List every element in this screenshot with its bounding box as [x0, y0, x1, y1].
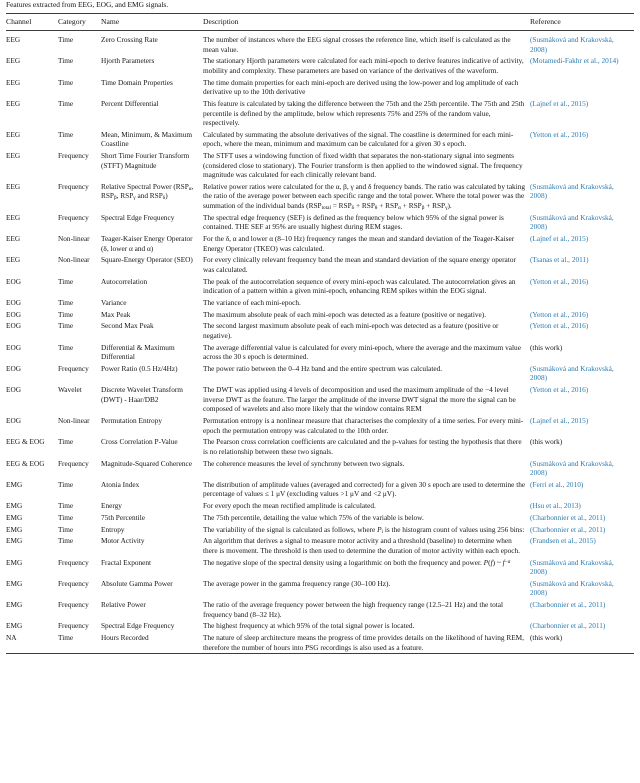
cell-category: Frequency	[58, 621, 89, 631]
cell-name: Hjorth Parameters	[101, 56, 155, 66]
cell-reference[interactable]	[530, 384, 634, 415]
cell-category: Time	[58, 501, 74, 511]
table-row	[6, 129, 634, 150]
reference-link[interactable]: (Charbonnier et al., 2011)	[530, 524, 606, 534]
table-row	[6, 233, 634, 254]
reference-link[interactable]: (Susmáková and Krakovská, 2008)	[530, 181, 614, 201]
reference-link[interactable]: (Charbonnier et al., 2011)	[530, 512, 606, 522]
cell-channel: EMG	[6, 557, 23, 567]
cell-name: Autocorrelation	[101, 276, 148, 286]
cell-channel: EEG	[6, 255, 21, 265]
table-row	[6, 436, 634, 457]
cell-category: Non-linear	[58, 415, 90, 425]
cell-description: The Pearson cross correlation coefficients are calculated and the p-values for testing the hypothesis that there is no relationship between these two signals.	[203, 437, 522, 456]
cell-name: Permutation Entropy	[101, 415, 163, 425]
table-row	[6, 320, 634, 341]
table-row	[6, 523, 634, 535]
cell-reference	[530, 342, 634, 363]
footer-rule-row	[6, 654, 634, 655]
cell-category: Time	[58, 77, 74, 87]
cell-name: Absolute Gamma Power	[101, 578, 173, 588]
cell-name: Relative Power	[101, 600, 146, 610]
table-row	[6, 55, 634, 76]
cell-reference	[530, 632, 634, 654]
table-row	[6, 342, 634, 363]
cell-reference[interactable]	[530, 55, 634, 76]
cell-description: Calculated by summating the absolute derivatives of the signal. The coastline is determined for each mini-epoch, where the mean, minimum and maximum can be calculated for a given 30 s epoch.	[203, 129, 514, 149]
cell-category: Frequency	[58, 212, 89, 222]
cell-category: Time	[58, 35, 74, 45]
cell-channel: EEG	[6, 212, 21, 222]
cell-channel: EMG	[6, 479, 23, 489]
cell-channel: EOG	[6, 363, 21, 373]
cell-reference[interactable]	[530, 233, 634, 254]
reference-link[interactable]: (Motamedi-Fakhr et al., 2014)	[530, 56, 619, 66]
cell-category: Time	[58, 321, 74, 331]
table-row	[6, 632, 634, 654]
cell-name: Second Max Peak	[101, 321, 154, 331]
cell-reference[interactable]	[530, 578, 634, 599]
cell-name: Mean, Minimum, & Maximum Coastline	[101, 129, 193, 149]
reference-link[interactable]: (Yetton et al., 2016)	[530, 321, 589, 331]
cell-category: Time	[58, 297, 74, 307]
table-row	[6, 457, 634, 478]
cell-description: The highest frequency at which 95% of the total signal power is located.	[203, 621, 415, 631]
cell-reference[interactable]	[530, 254, 634, 275]
reference-link[interactable]: (Susmáková and Krakovská, 2008)	[530, 578, 614, 598]
cell-reference[interactable]	[530, 599, 634, 620]
cell-reference	[530, 150, 634, 181]
reference-text: (this work)	[530, 437, 563, 447]
cell-channel: EMG	[6, 512, 23, 522]
cell-reference[interactable]	[530, 30, 634, 55]
cell-reference[interactable]	[530, 320, 634, 341]
cell-description: The maximum absolute peak of each mini-epoch was detected as a feature (positive or negative).	[203, 309, 487, 319]
cell-description: Relative power ratios were calculated for the α, β, γ and δ frequency bands. The ratio was calculated by taking the ratio of the average power between each specific range and the total power. Where the total power was the summation of the individual bands $(RSP_{total} = RSP_\delta + RSP_\theta + RSP_\alpha + RSP_\beta + RSP_\gamma)$.	[203, 181, 526, 212]
cell-description: The nature of sleep architecture means the progress of time provides details on the likelihood of having REM, therefore the number of hours into PSG recordings is also used as a feature.	[203, 633, 524, 652]
table-row	[6, 150, 634, 181]
table-row	[6, 557, 634, 578]
reference-link[interactable]: (Yetton et al., 2016)	[530, 309, 589, 319]
cell-channel: EEG	[6, 98, 21, 108]
cell-description: For every epoch the mean rectified amplitude is calculated.	[203, 501, 376, 511]
cell-channel: EEG	[6, 181, 21, 191]
cell-description: The ratio of the average frequency power between the high frequency range (12.5–21 Hz) and the total frequency band (8–32 Hz).	[203, 600, 504, 619]
cell-name: Max Peak	[101, 309, 131, 319]
cell-description: The coherence measures the level of synchrony between two signals.	[203, 458, 405, 468]
table-header	[6, 14, 634, 31]
table-row	[6, 363, 634, 384]
cell-channel: EEG & EOG	[6, 437, 45, 447]
cell-description: For every clinically relevant frequency band the mean and standard deviation of the square energy operator was calculated.	[203, 255, 516, 274]
reference-text: (this work)	[530, 633, 563, 643]
cell-category: Frequency	[58, 363, 89, 373]
reference-link[interactable]: (Susmáková and Krakovská, 2008)	[530, 458, 614, 478]
cell-name: Atonia Index	[101, 479, 140, 489]
cell-channel: EOG	[6, 385, 21, 395]
cell-name: Short Time Fourier Transform (STFT) Magnitude	[101, 151, 190, 170]
cell-reference[interactable]	[530, 512, 634, 524]
cell-description: The number of instances where the EEG signal crosses the reference line, which itself is calculated as the mean value.	[203, 35, 511, 54]
table-row	[6, 415, 634, 436]
cell-reference[interactable]	[530, 557, 634, 578]
cell-category: Time	[58, 276, 74, 286]
cell-description: The negative slope of the spectral density using a logarithmic on both the frequency and power. P(f) ~ $f^{-\alpha}$	[203, 557, 511, 567]
cell-category: Time	[58, 129, 74, 139]
reference-link[interactable]: (Susmáková and Krakovská, 2008)	[530, 212, 614, 232]
cell-channel: EEG	[6, 56, 21, 66]
cell-name: Energy	[101, 501, 122, 511]
cell-name: Hours Recorded	[101, 633, 149, 643]
cell-channel: NA	[6, 633, 17, 643]
cell-name: Entropy	[101, 524, 125, 534]
reference-link[interactable]: (Yetton et al., 2016)	[530, 129, 589, 139]
cell-channel: EEG & EOG	[6, 458, 45, 468]
column-header-category: Category	[58, 14, 101, 31]
header-row	[6, 14, 634, 31]
cell-category: Non-linear	[58, 234, 90, 243]
cell-description: The average differential value is calculated for every mini-epoch, where the average and the maximum value across the 30 s epoch is determined.	[203, 342, 521, 362]
cell-channel: EEG	[6, 234, 21, 243]
cell-name: Zero Crossing Rate	[101, 35, 158, 45]
cell-description: For the δ, α and lower α (8–10 Hz) frequency ranges the mean and standard deviation of the Teager-Kaiser Energy Operator (TKEO) was calculated.	[203, 234, 515, 253]
reference-link[interactable]: (Lajnef et al., 2015)	[530, 98, 589, 108]
cell-reference[interactable]	[530, 181, 634, 212]
reference-link[interactable]: (Frandsen et al., 2015)	[530, 536, 596, 546]
cell-channel: EEG	[6, 35, 21, 45]
table-row	[6, 384, 634, 415]
table-row	[6, 512, 634, 524]
reference-link[interactable]: (Tsanas et al., 2011)	[530, 255, 589, 265]
cell-category: Frequency	[58, 181, 89, 191]
cell-channel: EOG	[6, 309, 21, 319]
table-row	[6, 98, 634, 129]
cell-category: Frequency	[58, 151, 89, 161]
cell-description: The peak of the autocorrelation sequence of every mini-epoch was calculated. The autocorrelation gives an indication of a pattern within a given mini-epoch, enhancing REM spikes within the EOG signal.	[203, 276, 516, 296]
column-header-reference: Reference	[530, 14, 634, 31]
column-header-name: Name	[101, 14, 203, 31]
column-header-description: Description	[203, 14, 530, 31]
cell-name: Variance	[101, 297, 127, 307]
cell-description: The stationary Hjorth parameters were calculated for each mini-epoch to derive features indicative of activity, mobility and complexity. These parameters are based on variance of the derivatives of the waveform.	[203, 56, 524, 75]
table-row	[6, 181, 634, 212]
table-body	[6, 30, 634, 653]
cell-reference[interactable]	[530, 308, 634, 320]
reference-link[interactable]: (Susmáková and Krakovská, 2008)	[530, 363, 614, 383]
cell-reference[interactable]	[530, 457, 634, 478]
table-row	[6, 297, 634, 309]
cell-channel: EEG	[6, 129, 21, 139]
cell-reference[interactable]	[530, 129, 634, 150]
cell-category: Time	[58, 342, 74, 352]
cell-description: Permutation entropy is a nonlinear measure that characterises the complexity of a time series. For every mini-epoch the permutation entropy was calculated to the 10th order.	[203, 415, 524, 435]
reference-link[interactable]: (Lajnef et al., 2015)	[530, 415, 589, 425]
cell-name: Discrete Wavelet Transform (DWT) - Haar/DB2	[101, 385, 183, 404]
cell-channel: EOG	[6, 415, 21, 425]
cell-reference[interactable]	[530, 415, 634, 436]
cell-channel: EMG	[6, 578, 23, 588]
cell-description: The variance of each mini-epoch.	[203, 297, 301, 307]
cell-name: Fractal Exponent	[101, 557, 152, 567]
cell-description: The DWT was applied using 4 levels of decomposition and used the maximum amplitude of the −4 level inverse DWT as the feature. The larger the amplitude of the inverse DWT signal the more the signal can be composed of wavelets and also more likely that the window contains REM	[203, 385, 516, 414]
column-header-channel: Channel	[6, 14, 58, 31]
cell-category: Frequency	[58, 578, 89, 588]
cell-channel: EMG	[6, 536, 23, 546]
cell-name: Square-Energy Operator (SEO)	[101, 255, 193, 265]
cell-name: Magnitude-Squared Coherence	[101, 458, 192, 468]
bottom-rule	[6, 654, 634, 655]
features-table	[6, 13, 634, 654]
cell-channel: EMG	[6, 524, 23, 534]
cell-reference[interactable]	[530, 523, 634, 535]
cell-channel: EMG	[6, 600, 23, 610]
cell-reference[interactable]	[530, 535, 634, 556]
cell-name: Spectral Edge Frequency	[101, 621, 175, 631]
table-row	[6, 620, 634, 632]
cell-channel: EOG	[6, 276, 21, 286]
cell-category: Time	[58, 479, 74, 489]
cell-name: Spectral Edge Frequency	[101, 212, 175, 222]
cell-name: Time Domain Properties	[101, 77, 173, 87]
cell-category: Non-linear	[58, 255, 90, 265]
cell-reference[interactable]	[530, 620, 634, 632]
cell-category: Time	[58, 633, 74, 643]
table-row	[6, 212, 634, 233]
cell-category: Time	[58, 524, 74, 534]
reference-text: (this work)	[530, 342, 563, 352]
cell-description: The spectral edge frequency (SEF) is defined as the frequency below which 95% of the signal power is contained. THE SEF at 95% are usually highest during REM stages.	[203, 212, 504, 232]
cell-channel: EOG	[6, 342, 21, 352]
cell-reference[interactable]	[530, 98, 634, 129]
cell-category: Frequency	[58, 600, 89, 610]
cell-description: The 75th percentile, detailing the value which 75% of the variable is below.	[203, 512, 424, 522]
cell-channel: EOG	[6, 297, 21, 307]
table-row	[6, 535, 634, 556]
cell-description: The second largest maximum absolute peak of each mini-epoch was detected as a feature (positive or negative).	[203, 321, 499, 340]
cell-category: Time	[58, 309, 74, 319]
cell-name: Percent Differential	[101, 98, 159, 108]
cell-reference[interactable]	[530, 212, 634, 233]
cell-category: Wavelet	[58, 385, 82, 395]
table-row	[6, 30, 634, 55]
reference-link[interactable]: (Charbonnier et al., 2011)	[530, 600, 606, 610]
cell-category: Time	[58, 98, 74, 108]
table-caption: Features extracted from EEG, EOG, and EMG signals.	[6, 0, 169, 9]
cell-category: Time	[58, 512, 74, 522]
cell-description: This feature is calculated by taking the difference between the 75th and the 25th percentile. The 75th and 25th percentile is defined by the amplitude, below which represents 75% and 25% of the random value, respectively.	[203, 98, 525, 128]
cell-category: Time	[58, 536, 74, 546]
cell-name: Differential & Maximum Differential	[101, 342, 175, 362]
reference-link[interactable]: (Ferri et al., 2010)	[530, 479, 584, 489]
reference-link[interactable]: (Charbonnier et al., 2011)	[530, 621, 606, 631]
table-row	[6, 500, 634, 512]
cell-category: Frequency	[58, 557, 89, 567]
reference-link[interactable]: (Susmáková and Krakovská, 2008)	[530, 557, 614, 577]
cell-channel: EMG	[6, 621, 23, 631]
cell-category: Time	[58, 56, 74, 66]
cell-reference[interactable]	[530, 363, 634, 384]
cell-description: The average power in the gamma frequency range (30–100 Hz).	[203, 578, 391, 588]
reference-link[interactable]: (Hsu et al., 2013)	[530, 501, 581, 511]
cell-description: An algorithm that derives a signal to measure motor activity and a threshold (baseline) to determine when there is movement. The threshold is then used to determine the duration of motor activity within each epoch.	[203, 536, 520, 555]
cell-reference[interactable]	[530, 275, 634, 296]
cell-reference	[530, 77, 634, 98]
cell-name: Teager-Kaiser Energy Operator (δ, lower α and α)	[101, 234, 193, 253]
cell-name: Relative Spectral Power ($RSP_\alpha$, $RSP_\beta$, $RSP_\gamma$ and $RSP_\delta$)	[101, 181, 194, 202]
table-row	[6, 308, 634, 320]
cell-name: 75th Percentile	[101, 512, 145, 522]
cell-name: Cross Correlation P-Value	[101, 437, 178, 447]
cell-reference[interactable]	[530, 500, 634, 512]
table-row	[6, 479, 634, 500]
cell-channel: EEG	[6, 77, 21, 87]
cell-reference	[530, 297, 634, 309]
table-row	[6, 578, 634, 599]
cell-reference[interactable]	[530, 479, 634, 500]
table-row	[6, 599, 634, 620]
table-row	[6, 254, 634, 275]
cell-description: The time domain properties for each mini-epoch are derived using the low-power and log amplitude of each derivative up to the 10th derivative	[203, 77, 519, 97]
cell-channel: EMG	[6, 501, 23, 511]
cell-description: The variability of the signal is calculated as follows, where $P_i$ is the histogram count of values using 256 bins:	[203, 524, 525, 535]
cell-description: The distribution of amplitude values (averaged and corrected) for a given 30 s epoch are used to determine the percentage of values ≤ 1 μV (excluding values >1 μV and <2 μV).	[203, 479, 526, 499]
reference-link[interactable]: (Yetton et al., 2016)	[530, 385, 589, 395]
reference-link[interactable]: (Yetton et al., 2016)	[530, 276, 589, 286]
table-row	[6, 275, 634, 296]
cell-category: Time	[58, 437, 74, 447]
reference-link[interactable]: (Lajnef et al., 2015)	[530, 234, 589, 243]
cell-channel: EOG	[6, 321, 21, 331]
cell-reference	[530, 436, 634, 457]
cell-description: The power ratio between the 0–4 Hz band and the entire spectrum was calculated.	[203, 363, 443, 373]
cell-category: Frequency	[58, 458, 89, 468]
cell-name: Motor Activity	[101, 536, 145, 546]
cell-description: The STFT uses a windowing function of fixed width that separates the non-stationary signal into segments (considered close to stationary). The Fourier transform is then applied to the windowed signal. The frequency magnitude was calculated for each clinically relevant band.	[203, 151, 523, 180]
table-footer	[6, 654, 634, 655]
cell-channel: EEG	[6, 151, 21, 161]
reference-link[interactable]: (Susmáková and Krakovská, 2008)	[530, 35, 614, 54]
table-row	[6, 77, 634, 98]
cell-name: Power Ratio (0.5 Hz/4Hz)	[101, 363, 178, 373]
